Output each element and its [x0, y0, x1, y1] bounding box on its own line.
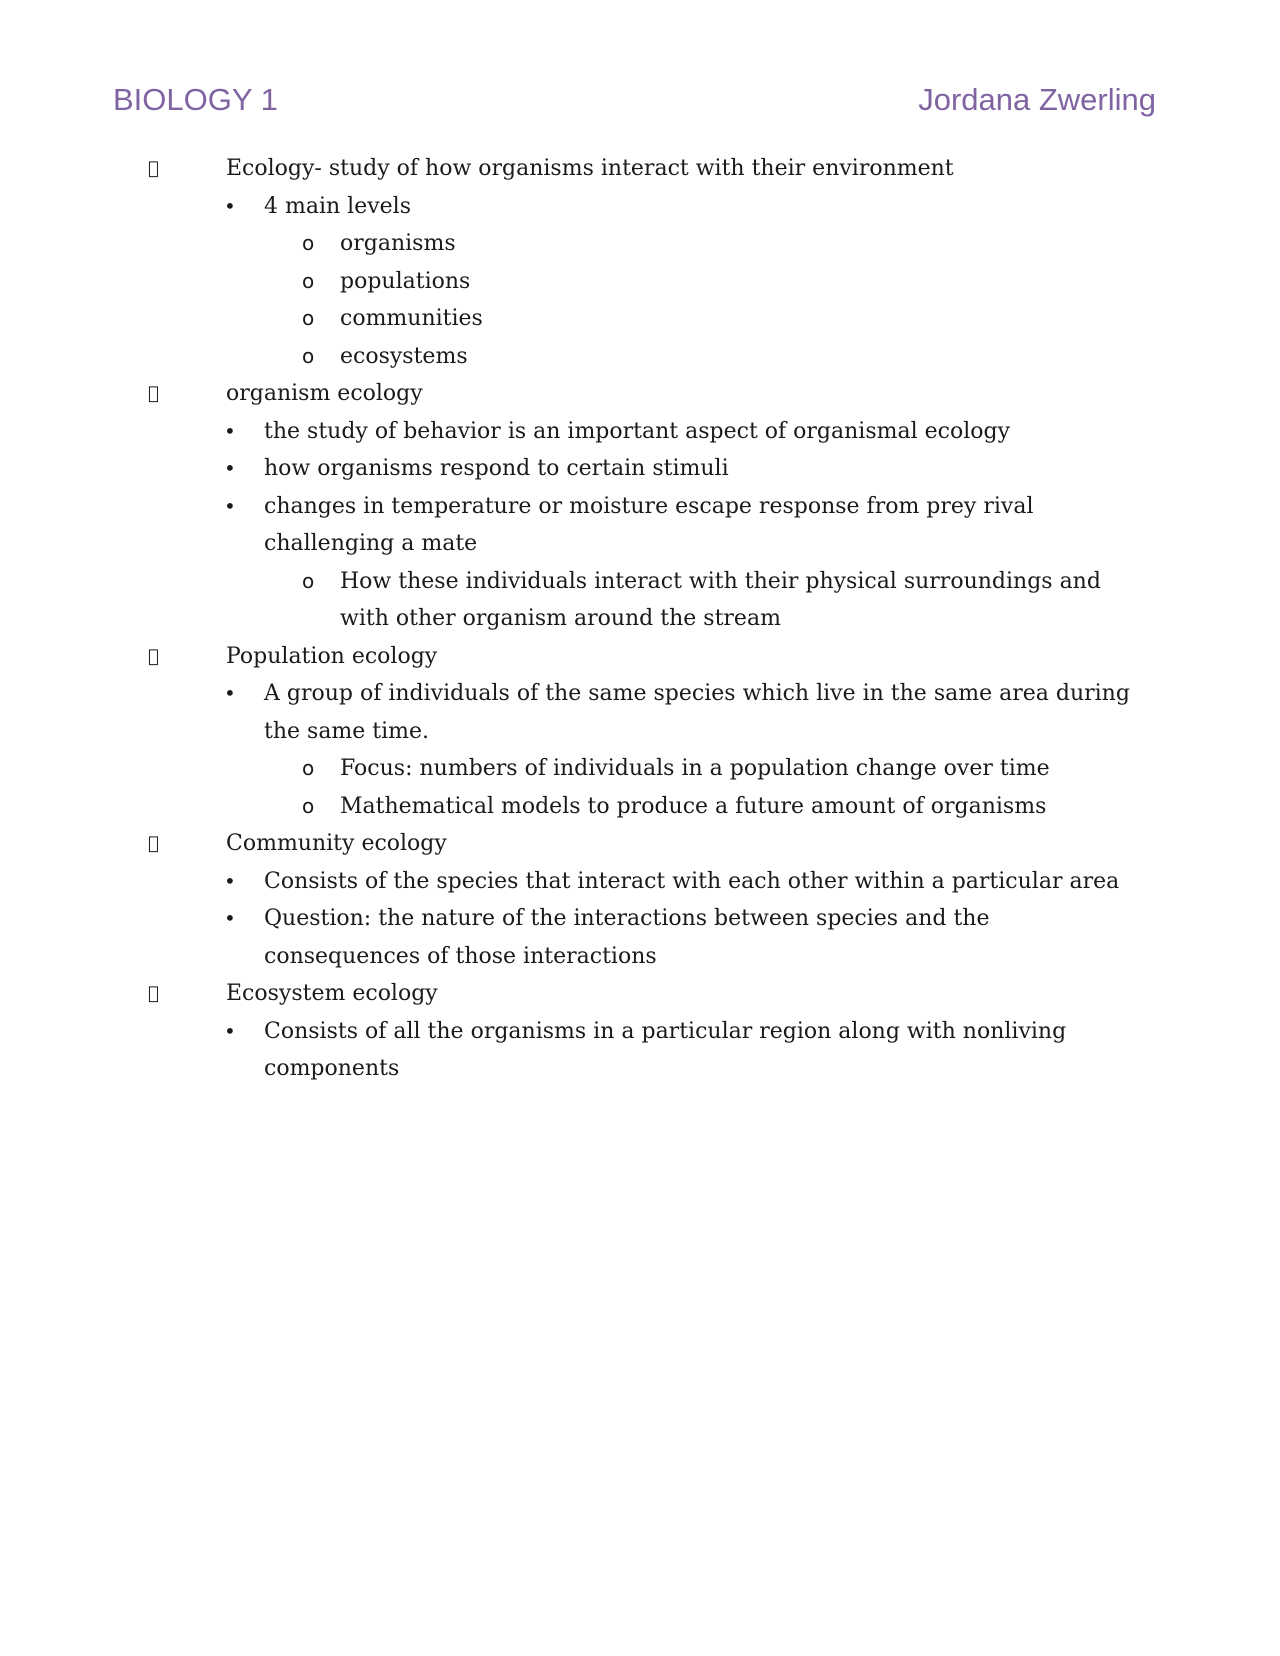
outline-item-text: Population ecology: [226, 643, 438, 669]
author-name: Jordana Zwerling: [918, 82, 1156, 117]
disc-bullet-icon: •: [224, 493, 236, 518]
outline-item-text: Question: the nature of the interactions between species and the consequences of those interactions: [264, 906, 990, 969]
outline-subitem: [0, 863, 1280, 901]
outline-item-text: 4 main levels: [264, 193, 411, 219]
disc-bullet-icon: •: [224, 868, 236, 893]
outline-item-text: how organisms respond to certain stimuli: [264, 456, 729, 481]
outline-subsubitem: [0, 563, 1280, 638]
outline-item-text: communities: [340, 306, 483, 331]
outline-item-text: Consists of all the organisms in a particular region along with nonliving components: [264, 1018, 1067, 1081]
outline-item-community-ecology: [0, 825, 1280, 863]
outline-subitem: [0, 900, 1280, 975]
disc-bullet-icon: •: [224, 906, 236, 930]
arrow-bullet-icon: [148, 375, 159, 413]
outline-subsubitem: [0, 750, 1280, 788]
disc-bullet-icon: •: [224, 456, 236, 480]
circle-bullet-icon: o: [302, 231, 315, 255]
outline-item-text: the study of behavior is an important aspect of organismal ecology: [264, 418, 1011, 444]
circle-bullet-icon: o: [302, 343, 315, 368]
outline-item-organism-ecology: [0, 375, 1280, 413]
outline-item-text: organism ecology: [226, 381, 423, 406]
disc-bullet-icon: •: [224, 681, 236, 705]
outline-subitem: [0, 413, 1280, 451]
disc-bullet-icon: •: [224, 418, 236, 443]
arrow-bullet-icon: [148, 975, 159, 1013]
outline-item-text: A group of individuals of the same species which live in the same area during the same time.: [264, 681, 1130, 744]
page-header: [113, 80, 1156, 120]
outline-item-text: Community ecology: [226, 831, 447, 856]
outline-item-text: Ecosystem ecology: [226, 981, 438, 1006]
outline-subsubitem: [0, 338, 1280, 376]
circle-bullet-icon: o: [302, 306, 315, 330]
outline-item-text: Focus: numbers of individuals in a population change over time: [340, 756, 1050, 781]
disc-bullet-icon: •: [224, 193, 236, 218]
outline-item-text: changes in temperature or moisture escape response from prey rival challenging a mate: [264, 493, 1034, 556]
outline-subitem: [0, 188, 1280, 226]
outline-subsubitem: [0, 225, 1280, 263]
outline-subitem: [0, 450, 1280, 488]
circle-bullet-icon: o: [302, 793, 315, 818]
outline-item-text: Consists of the species that interact with each other within a particular area: [264, 868, 1120, 894]
arrow-bullet-icon: [148, 825, 159, 863]
course-title: BIOLOGY 1: [113, 82, 278, 117]
outline-item-ecology: [0, 150, 1280, 188]
outline-item-text: organisms: [340, 231, 456, 256]
outline-subitem: [0, 675, 1280, 750]
circle-bullet-icon: o: [302, 568, 315, 593]
outline-item-ecosystem-ecology: [0, 975, 1280, 1013]
outline-subsubitem: [0, 263, 1280, 301]
outline-item-text: populations: [340, 268, 471, 294]
outline-item-text: ecosystems: [340, 343, 468, 369]
outline-subsubitem: [0, 788, 1280, 826]
disc-bullet-icon: •: [224, 1018, 236, 1043]
notes-outline: [0, 150, 1280, 1088]
outline-subsubitem: [0, 300, 1280, 338]
outline-item-population-ecology: [0, 638, 1280, 676]
arrow-bullet-icon: [148, 638, 159, 676]
arrow-bullet-icon: [148, 150, 159, 188]
outline-item-text: Ecology- study of how organisms interact with their environment: [226, 156, 954, 181]
outline-item-text: How these individuals interact with their physical surroundings and with other organism around the stream: [340, 568, 1101, 631]
outline-subitem: [0, 488, 1280, 563]
outline-subitem: [0, 1013, 1280, 1088]
circle-bullet-icon: o: [302, 756, 315, 780]
circle-bullet-icon: o: [302, 268, 315, 293]
outline-item-text: Mathematical models to produce a future amount of organisms: [340, 793, 1047, 819]
